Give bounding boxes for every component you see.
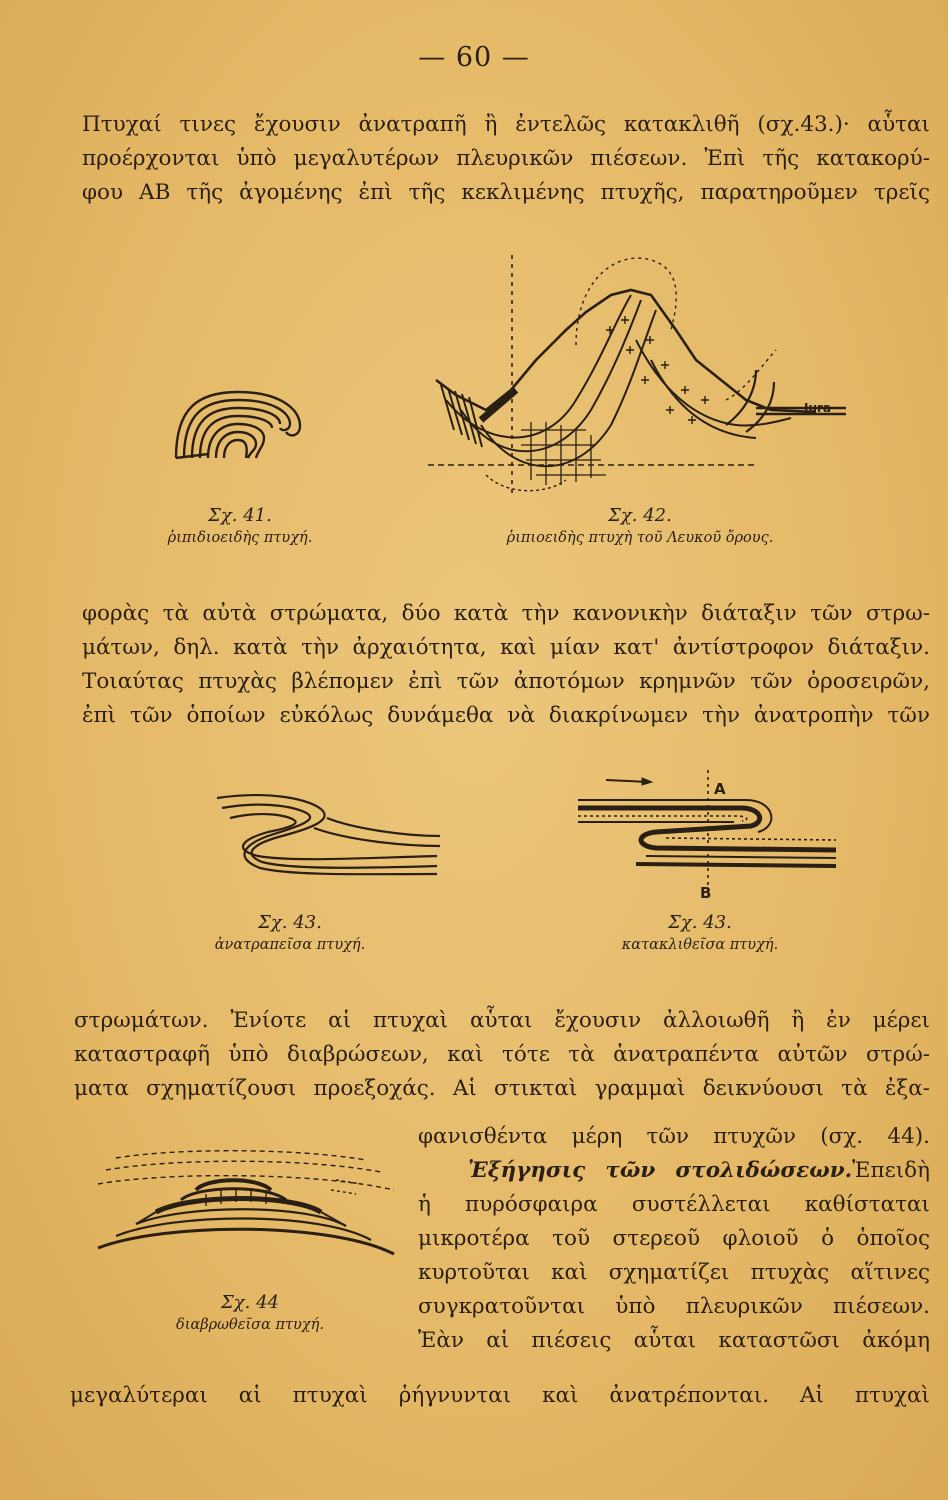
- text-line: ἐπὶ τῶν ὁποίων εὐκόλως δυνάμεθα νὰ διακρίνωμεν τὴν ἀνατροπὴν τῶν: [82, 703, 930, 728]
- figure-43a-title: ἀνατραπεῖσα πτυχή.: [214, 937, 366, 953]
- text-line: κυρτοῦται καὶ σχηματίζει πτυχὰς αἵτινες: [418, 1260, 930, 1285]
- figure-44-eroded-fold: [96, 1150, 396, 1260]
- paragraph-2: [82, 597, 930, 733]
- figure-41-number: Σχ. 41.: [208, 505, 272, 526]
- figure-43b-number: Σχ. 43.: [668, 912, 732, 933]
- figure-43-overturned-fold: [212, 788, 442, 878]
- figure-44-caption: [130, 1292, 370, 1336]
- text-line: στρωμάτων. Ἐνίοτε αἱ πτυχαὶ αὗται ἔχουσιν ἀλλοιωθῆ ἢ ἐν μέρει: [74, 1008, 930, 1033]
- text-line: μικροτέρα τοῦ στερεοῦ φλοιοῦ ὁ ὁποῖος: [418, 1226, 930, 1251]
- paragraph-3: [74, 1004, 930, 1106]
- text-line: συγκρατοῦνται ὑπὸ πλευρικῶν πιέσεων.: [418, 1294, 930, 1319]
- figure-44-number: Σχ. 44: [221, 1292, 279, 1313]
- text-line: ἡ πυρόσφαιρα συστέλλεται καθίσταται: [418, 1192, 930, 1217]
- figure-42-title: ῥιπιοειδὴς πτυχὴ τοῦ Λευκοῦ ὄρους.: [506, 530, 774, 546]
- section-heading: Ἐξήγησις τῶν στολιδώσεων.: [468, 1158, 853, 1183]
- text-line: Ἐὰν αἱ πιέσεις αὗται καταστῶσι ἀκόμη: [418, 1328, 930, 1353]
- page-number: — 60 —: [418, 42, 530, 73]
- right-column-text: [418, 1120, 930, 1358]
- text-line: Τοιαύτας πτυχὰς βλέπομεν ἐπὶ τῶν ἀποτόμων κρημνῶν τῶν ὀροσειρῶν,: [82, 669, 930, 694]
- figure-42-number: Σχ. 42.: [608, 505, 672, 526]
- text-line: φορὰς τὰ αὐτὰ στρώματα, δύο κατὰ τὴν κανονικὴν διάταξιν τῶν στρω-: [82, 601, 930, 626]
- last-line: [70, 1379, 930, 1413]
- text-line: προέρχονται ὑπὸ μεγαλυτέρων πλευρικῶν πιέσεων. Ἐπὶ τῆς κατακορύ-: [82, 146, 930, 171]
- text-line: μάτων, δηλ. κατὰ τὴν ἀρχαιότητα, καὶ μίαν κατ' ἀντίστροφον διάταξιν.: [82, 635, 930, 660]
- text-line: ματα σχηματίζουσι προεξοχάς. Αἱ στικταὶ γραμμαὶ δεικνύουσι τὰ ἐξα-: [74, 1076, 930, 1101]
- text-line: καταστραφῆ ὑπὸ διαβρώσεων, καὶ τότε τὰ ἀνατραπέντα αὐτῶν στρώ-: [74, 1042, 930, 1067]
- text-line-with-heading: [418, 1154, 930, 1188]
- text-fragment: Ἐπειδὴ: [852, 1158, 930, 1183]
- text-line: μεγαλύτεραι αἱ πτυχαὶ ῥήγνυνται καὶ ἀνατρέπονται. Αἱ πτυχαὶ: [70, 1383, 930, 1408]
- label-b: B: [700, 884, 712, 900]
- figure-42-caption: [440, 505, 840, 549]
- figure-43b-title: κατακλιθεῖσα πτυχή.: [621, 937, 779, 953]
- figure-43a-caption: [170, 912, 410, 956]
- paragraph-1: [82, 108, 930, 210]
- figure-41-fan-fold: [168, 388, 308, 460]
- jura-label: Jura: [804, 401, 832, 415]
- figure-41-title: ῥιπιδιοειδὴς πτυχή.: [167, 530, 313, 546]
- text-line: φου ΑΒ τῆς ἀγομένης ἐπὶ τῆς κεκλιμένης πτυχῆς, παρατηροῦμεν τρεῖς: [82, 180, 930, 205]
- figure-41-caption: [120, 505, 360, 549]
- text-line: φανισθέντα μέρη τῶν πτυχῶν (σχ. 44).: [418, 1124, 930, 1149]
- text-line: Πτυχαί τινες ἔχουσιν ἀνατραπῆ ἢ ἐντελῶς κατακλιθῆ (σχ.43.)· αὗται: [82, 112, 930, 137]
- figure-43b-caption: [580, 912, 820, 956]
- figure-42-mont-blanc-fold: [426, 250, 856, 500]
- figure-43-recumbent-fold: [576, 770, 840, 900]
- label-a: A: [714, 780, 726, 798]
- figure-44-title: διαβρωθεῖσα πτυχή.: [176, 1317, 324, 1333]
- figure-43a-number: Σχ. 43.: [258, 912, 322, 933]
